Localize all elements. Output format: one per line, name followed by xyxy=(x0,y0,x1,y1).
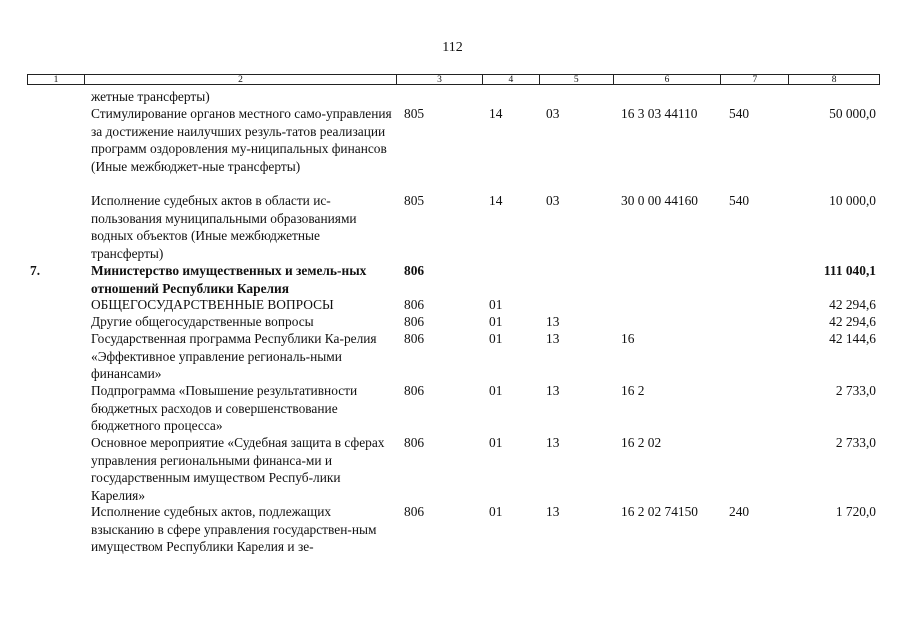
row-description: Исполнение судебных актов, подлежащих взысканию в сфере управления государствен-ным имуществом Республики Карелия и зе- xyxy=(91,504,377,554)
row-code-section: 01 xyxy=(489,297,503,312)
row-amount: 111 040,1 xyxy=(823,263,876,278)
row-code-expense-type: 540 xyxy=(729,193,750,208)
row-code-subsection: 13 xyxy=(546,331,560,346)
row-amount: 1 720,0 xyxy=(835,504,876,519)
row-description: жетные трансферты) xyxy=(91,89,210,104)
row-code-section: 01 xyxy=(489,331,503,346)
row-code-subsection: 03 xyxy=(546,106,560,121)
row-description: Государственная программа Республики Ка-релия «Эффективное управление региональ-ными финансами» xyxy=(91,331,377,381)
row-description: Стимулирование органов местного само-управления за достижение наилучших резуль-татов реализации программ оздоровления му-ниципальных финансов (Иные межбюджет-ные трансферты) xyxy=(91,106,392,174)
row-code-target: 16 2 02 74150 xyxy=(621,504,698,519)
header-col-4: 4 xyxy=(483,75,540,84)
row-code-section: 01 xyxy=(489,435,503,450)
row-description: Другие общегосударственные вопросы xyxy=(91,314,314,329)
row-code-section: 01 xyxy=(489,504,503,519)
row-code-section: 01 xyxy=(489,383,503,398)
table-header xyxy=(27,74,880,85)
row-code-ministry: 806 xyxy=(404,435,425,450)
header-col-2: 2 xyxy=(85,75,397,84)
row-description: ОБЩЕГОСУДАРСТВЕННЫЕ ВОПРОСЫ xyxy=(91,297,334,312)
row-code-ministry: 805 xyxy=(404,193,425,208)
row-code-section: 01 xyxy=(489,314,503,329)
row-code-target: 16 3 03 44110 xyxy=(621,106,698,121)
header-col-1: 1 xyxy=(28,75,85,84)
header-col-3: 3 xyxy=(397,75,483,84)
row-amount: 2 733,0 xyxy=(835,435,876,450)
row-amount: 42 144,6 xyxy=(829,331,876,346)
row-code-subsection: 13 xyxy=(546,314,560,329)
header-col-5: 5 xyxy=(540,75,614,84)
row-description: Подпрограмма «Повышение результативности бюджетных расходов и совершенствование бюджетного процесса» xyxy=(91,383,358,433)
row-code-target: 16 xyxy=(621,331,635,346)
row-code-ministry: 806 xyxy=(404,263,425,278)
row-amount: 42 294,6 xyxy=(829,297,876,312)
row-code-ministry: 806 xyxy=(404,383,425,398)
row-code-subsection: 13 xyxy=(546,435,560,450)
row-amount: 42 294,6 xyxy=(829,314,876,329)
row-description: Министерство имущественных и земель-ных отношений Республики Карелия xyxy=(91,263,367,296)
page-number: 112 xyxy=(442,40,463,55)
row-code-ministry: 806 xyxy=(404,297,425,312)
row-number: 7. xyxy=(30,263,41,278)
row-amount: 10 000,0 xyxy=(829,193,876,208)
row-code-expense-type: 240 xyxy=(729,504,750,519)
row-code-ministry: 806 xyxy=(404,504,425,519)
row-code-subsection: 13 xyxy=(546,504,560,519)
row-code-subsection: 13 xyxy=(546,383,560,398)
row-code-ministry: 806 xyxy=(404,331,425,346)
header-col-6: 6 xyxy=(614,75,722,84)
row-code-subsection: 03 xyxy=(546,193,560,208)
row-code-expense-type: 540 xyxy=(729,106,750,121)
row-description: Основное мероприятие «Судебная защита в сферах управления региональными финанса-ми и государственным имуществом Респуб-лики Карелия» xyxy=(91,435,385,503)
row-code-target: 16 2 02 xyxy=(621,435,662,450)
row-amount: 2 733,0 xyxy=(835,383,876,398)
row-code-ministry: 805 xyxy=(404,106,425,121)
header-col-7: 7 xyxy=(721,75,789,84)
row-code-ministry: 806 xyxy=(404,314,425,329)
row-code-target: 16 2 xyxy=(621,383,645,398)
row-description: Исполнение судебных актов в области ис-пользования муниципальными образованиями водных объектов (Иные межбюджетные трансферты) xyxy=(91,193,357,261)
row-code-section: 14 xyxy=(489,193,503,208)
header-col-8: 8 xyxy=(831,75,837,85)
row-code-section: 14 xyxy=(489,106,503,121)
row-amount: 50 000,0 xyxy=(829,106,876,121)
row-code-target: 30 0 00 44160 xyxy=(621,193,698,208)
